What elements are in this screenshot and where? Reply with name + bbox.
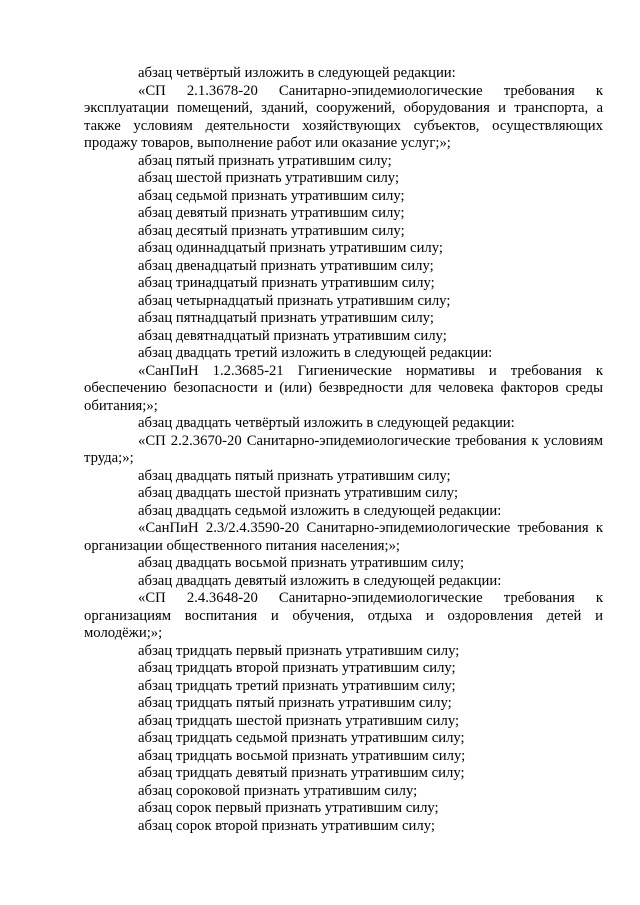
- paragraph: абзац двадцать шестой признать утратившим силу;: [138, 485, 459, 501]
- paragraph: абзац тридцать третий признать утратившим силу;: [138, 677, 456, 694]
- paragraph: абзац тридцать первый признать утратившим силу;: [138, 642, 460, 659]
- paragraph: абзац тридцать шестой признать утратившим силу;: [138, 712, 460, 729]
- paragraph: абзац девятнадцатый признать утратившим силу;: [138, 327, 447, 344]
- paragraph: абзац двадцать восьмой признать утратившим силу;: [138, 555, 465, 571]
- paragraph: «СП 2.2.3670-20 Санитарно-эпидемиологические требования к условиям труда;»;: [84, 432, 603, 466]
- paragraph: абзац тридцать пятый признать утратившим силу;: [138, 695, 452, 711]
- paragraph: абзац двенадцатый признать утратившим силу;: [138, 257, 434, 274]
- paragraph: абзац сорок второй признать утратившим силу;: [138, 817, 435, 834]
- paragraph: абзац тридцать второй признать утратившим силу;: [138, 660, 456, 676]
- paragraph: абзац тридцать восьмой признать утратившим силу;: [138, 747, 466, 764]
- paragraph: абзац тридцать седьмой признать утратившим силу;: [138, 730, 465, 746]
- paragraph: «СП 2.4.3648-20 Санитарно-эпидемиологические требования к организациям воспитания и обучения, отдыха и оздоровления детей и молодёжи;»;: [84, 590, 603, 641]
- paragraph: абзац двадцать третий изложить в следующей редакции:: [138, 345, 493, 361]
- paragraph: абзац сороковой признать утратившим силу;: [138, 782, 418, 799]
- paragraph: абзац четвёртый изложить в следующей редакции:: [138, 65, 456, 81]
- paragraph: абзац пятый признать утратившим силу;: [138, 152, 392, 169]
- paragraph: абзац седьмой признать утратившим силу;: [138, 187, 405, 204]
- paragraph: абзац сорок первый признать утратившим силу;: [138, 800, 439, 816]
- paragraph: абзац одиннадцатый признать утратившим силу;: [138, 240, 443, 256]
- paragraph: абзац пятнадцатый признать утратившим силу;: [138, 310, 434, 326]
- paragraph: абзац шестой признать утратившим силу;: [138, 170, 400, 186]
- paragraph: абзац тридцать девятый признать утратившим силу;: [138, 765, 465, 781]
- paragraph: абзац девятый признать утратившим силу;: [138, 205, 405, 221]
- paragraph: абзац двадцать четвёртый изложить в следующей редакции:: [138, 415, 515, 431]
- document-page: [84, 65, 603, 835]
- paragraph: абзац двадцать седьмой изложить в следующей редакции:: [138, 502, 502, 519]
- paragraph: абзац двадцать девятый изложить в следующей редакции:: [138, 572, 502, 589]
- paragraph: «СП 2.1.3678-20 Санитарно-эпидемиологические требования к эксплуатации помещений, зданий, сооружений, оборудования и транспорта, а также условиям деятельности хозяйствующих субъектов, осуществляющих продажу товаров, выполнение работ или оказание услуг;»;: [84, 82, 603, 151]
- paragraph: абзац десятый признать утратившим силу;: [138, 222, 405, 239]
- paragraph: «СанПиН 2.3/2.4.3590-20 Санитарно-эпидемиологические требования к организации общественного питания населения;»;: [84, 520, 603, 554]
- paragraph: абзац четырнадцатый признать утратившим силу;: [138, 292, 451, 309]
- paragraph: «СанПиН 1.2.3685-21 Гигиенические нормативы и требования к обеспечению безопасности и (или) безвредности для человека факторов среды обитания;»;: [84, 362, 603, 414]
- paragraph: абзац двадцать пятый признать утратившим силу;: [138, 467, 451, 484]
- paragraph: абзац тринадцатый признать утратившим силу;: [138, 275, 435, 291]
